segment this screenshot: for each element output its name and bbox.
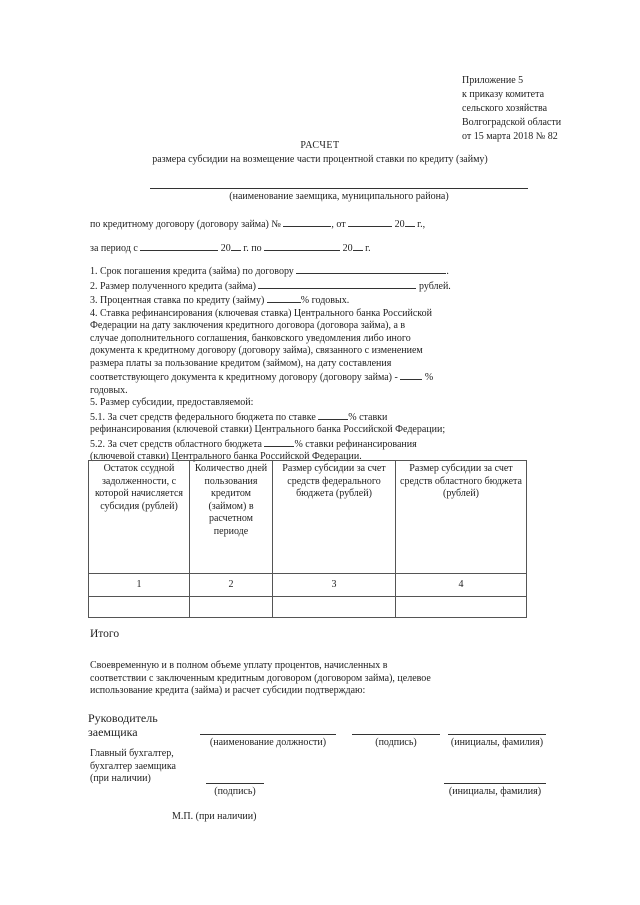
appendix-line-3: сельского хозяйства xyxy=(462,103,548,114)
period-end: г. xyxy=(365,243,371,254)
item-3-text: 3. Процентная ставка по кредиту (займу) xyxy=(90,295,265,306)
head-position-caption: (наименование должности) xyxy=(209,737,327,748)
period-start-field[interactable] xyxy=(140,241,218,251)
head-signature-line[interactable] xyxy=(352,734,440,735)
head-label-line-1: Руководитель xyxy=(88,711,158,725)
item-5-1-field[interactable] xyxy=(318,410,348,420)
item-4-line-6 xyxy=(90,370,502,385)
appendix-line-4: Волгоградской области xyxy=(462,117,562,128)
item-4-line-3: случае дополнительного соглашения, банковского уведомления либо иного xyxy=(90,332,411,344)
item-5: 5. Размер субсидии, предоставляемой: xyxy=(90,397,254,408)
accountant-initials-caption: (инициалы, фамилия) xyxy=(448,786,542,797)
period-year-2: 20 xyxy=(342,243,353,254)
table-number-2: 2 xyxy=(190,574,273,597)
table-header-2: Количество дней пользования кредитом (займом) в расчетном периоде xyxy=(190,461,273,574)
borrower-caption: (наименование заемщика, муниципального района) xyxy=(229,191,449,202)
subsidy-table xyxy=(88,460,527,618)
accountant-initials-line[interactable] xyxy=(444,783,546,784)
contract-line: по кредитному договору (договору займа) № , от 20 г., xyxy=(90,219,426,230)
table-number-row xyxy=(89,574,527,597)
borrower-line xyxy=(150,188,528,189)
table-cell[interactable] xyxy=(396,597,527,618)
period-year-1: 20 xyxy=(220,243,231,254)
accountant-label-line-2: бухгалтер заемщика xyxy=(90,760,176,772)
head-label-line-2: заемщика xyxy=(88,725,138,739)
item-3-field[interactable] xyxy=(267,293,301,303)
confirmation-line-1: Своевременную и в полном объеме уплату процентов, начисленных в xyxy=(90,660,388,671)
confirmation-block xyxy=(90,660,500,698)
head-label xyxy=(88,711,158,739)
item-3-suffix: % годовых. xyxy=(300,295,350,306)
item-5-1-line-2: рефинансирования (ключевой ставки) Центрального банка Российской Федерации; xyxy=(90,424,446,435)
table-data-row xyxy=(89,597,527,618)
accountant-label xyxy=(90,748,176,786)
item-5-2-line-1 xyxy=(90,437,502,452)
item-2-suffix: рублей. xyxy=(418,280,451,292)
table-cell[interactable] xyxy=(190,597,273,618)
item-4-line-4: документа к кредитному договору (договору займа), связанного с изменением xyxy=(90,345,423,356)
contract-number-field[interactable] xyxy=(283,217,331,227)
item-4-line-2: Федерации на дату заключения кредитного договора (договора займа), а в xyxy=(90,320,406,331)
table-header-4: Размер субсидии за счет средств областного бюджета (рублей) xyxy=(396,461,527,574)
period-year-2-field[interactable] xyxy=(353,241,363,251)
item-1: 1. Срок погашения кредита (займа) по договору . xyxy=(90,266,449,277)
item-5-2-field[interactable] xyxy=(264,437,294,447)
document-title: РАСЧЕТ xyxy=(300,140,340,151)
item-4-percent: % xyxy=(424,372,434,383)
item-4-line-5: размера платы за пользование кредитом (займом), на дату составления xyxy=(90,357,392,369)
period-prefix: за период с xyxy=(90,243,138,254)
item-4-rate-field[interactable] xyxy=(400,370,422,380)
item-5-2-text: 5.2. За счет средств областного бюджета xyxy=(90,438,262,450)
appendix-line-5: от 15 марта 2018 № 82 xyxy=(462,131,558,142)
head-initials-caption: (инициалы, фамилия) xyxy=(450,737,544,748)
item-1-field[interactable] xyxy=(296,264,446,274)
stamp-label: М.П. (при наличии) xyxy=(172,811,257,822)
confirmation-line-3: использование кредита (займа) и расчет субсидии подтверждаю: xyxy=(90,685,366,696)
item-4-line-7: годовых. xyxy=(90,384,128,396)
confirmation-line-2: соответствии с заключенным кредитным договором (договором займа), целевое xyxy=(90,672,431,684)
contract-year-field[interactable] xyxy=(405,217,415,227)
contract-prefix: по кредитному договору (договору займа) № xyxy=(90,219,281,230)
item-4-line-1: 4. Ставка рефинансирования (ключевая ставка) Центрального банка Российской xyxy=(90,307,433,319)
period-end-field[interactable] xyxy=(264,241,340,251)
accountant-label-line-1: Главный бухгалтер, xyxy=(90,748,174,759)
table-cell[interactable] xyxy=(273,597,396,618)
appendix-line-1: Приложение 5 xyxy=(462,75,524,86)
accountant-signature-caption: (подпись) xyxy=(214,786,256,797)
item-2-text: 2. Размер полученного кредита (займа) xyxy=(90,280,256,292)
table-number-4: 4 xyxy=(396,574,527,597)
accountant-signature-line[interactable] xyxy=(206,783,264,784)
item-2 xyxy=(90,279,502,294)
table-number-1: 1 xyxy=(89,574,190,597)
item-5-1-suffix: % ставки xyxy=(348,411,388,423)
table-number-3: 3 xyxy=(273,574,396,597)
items-block xyxy=(90,264,502,464)
contract-date-field[interactable] xyxy=(348,217,392,227)
item-2-field[interactable] xyxy=(258,279,416,289)
period-line xyxy=(90,241,371,256)
item-5-2-line-2: (ключевой ставки) Центрального банка Российской Федерации. xyxy=(90,451,362,462)
head-initials-line[interactable] xyxy=(448,734,546,735)
total-label: Итого xyxy=(90,628,120,640)
appendix-line-2: к приказу комитета xyxy=(462,89,545,100)
period-year-1-field[interactable] xyxy=(231,241,241,251)
item-3 xyxy=(90,293,502,308)
table-header-1: Остаток ссудной задолженности, с которой начисляется субсидия (рублей) xyxy=(89,461,190,574)
item-4-line-6-text: соответствующего документа к кредитному договору (договору займа) - xyxy=(90,372,398,383)
item-1-text: 1. Срок погашения кредита (займа) по договору xyxy=(90,266,294,277)
contract-from: от xyxy=(336,219,346,230)
table-header-3: Размер субсидии за счет средств федерального бюджета (рублей) xyxy=(273,461,396,574)
contract-year-suffix: г., xyxy=(417,219,426,230)
accountant-label-line-3: (при наличии) xyxy=(90,773,151,784)
period-to: г. по xyxy=(243,243,262,254)
head-signature-caption: (подпись) xyxy=(375,737,417,748)
appendix-block xyxy=(462,74,561,144)
head-position-line[interactable] xyxy=(200,734,336,735)
document-subtitle: размера субсидии на возмещение части процентной ставки по кредиту (займу) xyxy=(152,154,488,165)
item-5-2-suffix: % ставки рефинансирования xyxy=(294,438,417,450)
item-5-1-text: 5.1. За счет средств федерального бюджета по ставке xyxy=(90,411,316,423)
table-cell[interactable] xyxy=(89,597,190,618)
table-header-row xyxy=(89,461,527,574)
item-5-1-line-1 xyxy=(90,410,502,425)
contract-year-prefix: 20 xyxy=(394,219,405,230)
